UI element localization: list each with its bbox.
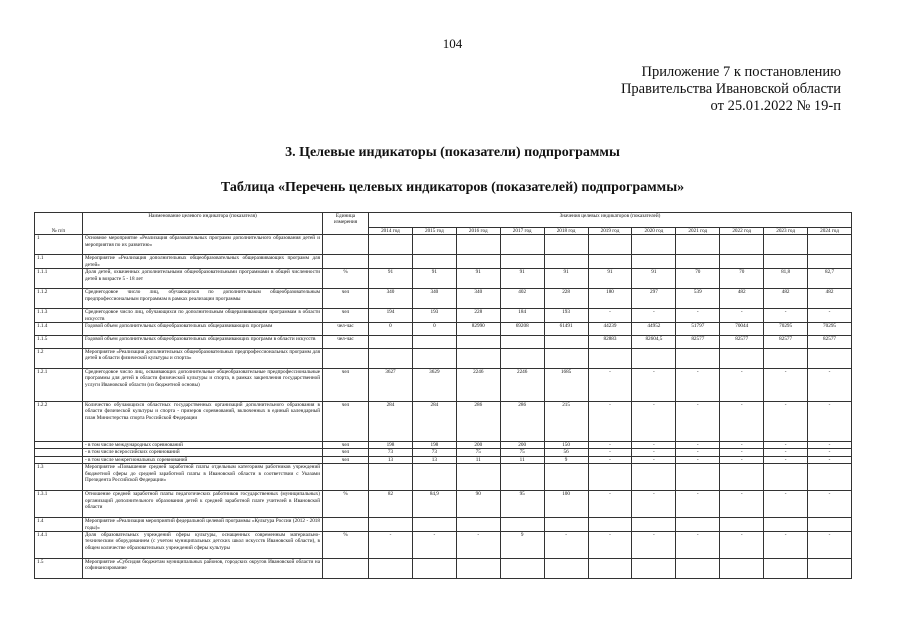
row-value: - bbox=[632, 532, 676, 559]
row-unit bbox=[323, 464, 369, 491]
row-value: 75 bbox=[500, 449, 544, 456]
row-num: 1.1.2 bbox=[35, 289, 83, 309]
row-value: - bbox=[632, 456, 676, 463]
row-value: - bbox=[808, 442, 852, 449]
row-value bbox=[720, 464, 764, 491]
row-value: - bbox=[676, 442, 720, 449]
row-value: 82577 bbox=[808, 336, 852, 349]
row-value: - bbox=[588, 449, 632, 456]
row-value: 70 bbox=[676, 269, 720, 289]
row-value bbox=[808, 464, 852, 491]
row-value bbox=[676, 464, 720, 491]
row-value: 91 bbox=[632, 269, 676, 289]
row-unit bbox=[323, 349, 369, 369]
row-value: 194 bbox=[369, 309, 413, 323]
row-value: 198 bbox=[369, 442, 413, 449]
row-value bbox=[720, 235, 764, 255]
row-value bbox=[632, 349, 676, 369]
row-value: - bbox=[632, 449, 676, 456]
row-value: 82990 bbox=[456, 323, 500, 336]
row-value bbox=[456, 518, 500, 532]
section-title: 3. Целевые индикаторы (показатели) подпрограммы bbox=[285, 145, 620, 160]
indicators-table bbox=[34, 212, 852, 579]
row-value bbox=[764, 518, 808, 532]
row-value: - bbox=[588, 456, 632, 463]
row-name: Годовой объем дополнительных общеобразовательных общеразвивающих программ bbox=[83, 323, 323, 336]
row-value: - bbox=[764, 309, 808, 323]
row-value: 13 bbox=[412, 456, 456, 463]
row-value: - bbox=[588, 402, 632, 442]
row-value: 3627 bbox=[369, 369, 413, 402]
row-value: 61491 bbox=[544, 323, 588, 336]
row-name: Доля образовательных учреждений сферы культуры, оснащенных современным материально-техническим оборудованием (с учетом муниципальных детских школ искусств Ивановской области), в общем количестве образовательных учреждений сферы культуры bbox=[83, 532, 323, 559]
row-value bbox=[500, 235, 544, 255]
row-value: 44952 bbox=[632, 323, 676, 336]
row-value bbox=[500, 255, 544, 269]
row-value: 75 bbox=[456, 449, 500, 456]
row-value bbox=[588, 255, 632, 269]
row-value: 482 bbox=[764, 289, 808, 309]
row-value: 193 bbox=[412, 309, 456, 323]
row-num bbox=[35, 456, 83, 463]
appendix-line-2: Правительства Ивановской области bbox=[620, 81, 841, 97]
row-num bbox=[35, 449, 83, 456]
row-name: Среднегодовое число лиц, обучающихся по дополнительным общеразвивающим программам в области искусств bbox=[83, 309, 323, 323]
row-value bbox=[720, 349, 764, 369]
row-value: 286 bbox=[456, 402, 500, 442]
row-value bbox=[412, 518, 456, 532]
row-value: 284 bbox=[369, 402, 413, 442]
row-value bbox=[764, 559, 808, 579]
row-value: 82,7 bbox=[808, 269, 852, 289]
row-name: Отношение средней заработной платы педагогических работников государственных (муниципальных) организаций дополнительного образования детей к средней заработной плате учителей в Ивановской области bbox=[83, 491, 323, 518]
table-row bbox=[35, 518, 852, 532]
row-unit: чел bbox=[323, 309, 369, 323]
row-value: 2246 bbox=[456, 369, 500, 402]
table-row bbox=[35, 269, 852, 289]
row-name: Мероприятие «Реализация мероприятий федеральной целевой программы «Культура России (2012 - 2018 годы)» bbox=[83, 518, 323, 532]
row-value: 180 bbox=[588, 289, 632, 309]
row-value: - bbox=[808, 402, 852, 442]
row-value bbox=[412, 349, 456, 369]
row-name: Мероприятие «Реализация дополнительных общеобразовательных предпрофессиональных программ для детей в области физической культуры и спорта» bbox=[83, 349, 323, 369]
row-value: 81,8 bbox=[764, 269, 808, 289]
row-name: Среднегодовое число лиц, обучающихся по дополнительным общеобразовательным предпрофессиональным программам в рамках реализации программы bbox=[83, 289, 323, 309]
row-value: 82604,5 bbox=[632, 336, 676, 349]
appendix-note bbox=[621, 64, 841, 115]
row-value: - bbox=[588, 309, 632, 323]
row-value bbox=[676, 518, 720, 532]
row-value: 284 bbox=[412, 402, 456, 442]
row-num: 1.2 bbox=[35, 349, 83, 369]
row-name: Количество обучающихся областных государственных организаций дополнительного образования в области физической культуры и спорта - призеров соревнований, включенных в единый календарный план Министерства спорта Российской Федерации bbox=[83, 402, 323, 442]
row-value: 51797 bbox=[676, 323, 720, 336]
row-value: 228 bbox=[544, 289, 588, 309]
header-year: 2015 год bbox=[412, 228, 456, 235]
row-value: - bbox=[676, 369, 720, 402]
row-value: 82577 bbox=[764, 336, 808, 349]
row-value bbox=[588, 559, 632, 579]
row-value bbox=[544, 255, 588, 269]
row-value: - bbox=[764, 491, 808, 518]
row-value: 73 bbox=[369, 449, 413, 456]
header-year: 2020 год bbox=[632, 228, 676, 235]
row-value: - bbox=[676, 402, 720, 442]
table-row bbox=[35, 309, 852, 323]
row-unit: чел bbox=[323, 456, 369, 463]
row-value bbox=[500, 349, 544, 369]
row-value: 200 bbox=[456, 442, 500, 449]
row-value bbox=[500, 559, 544, 579]
row-value bbox=[456, 235, 500, 255]
row-value: - bbox=[456, 532, 500, 559]
row-value bbox=[764, 349, 808, 369]
row-value: - bbox=[808, 456, 852, 463]
row-value: - bbox=[412, 532, 456, 559]
row-unit: % bbox=[323, 491, 369, 518]
row-value bbox=[544, 349, 588, 369]
row-num: 1.5 bbox=[35, 559, 83, 579]
row-value: - bbox=[764, 456, 808, 463]
row-value: 82 bbox=[369, 491, 413, 518]
table-row bbox=[35, 464, 852, 491]
row-value: 91 bbox=[456, 269, 500, 289]
row-value: 482 bbox=[808, 289, 852, 309]
row-value bbox=[456, 336, 500, 349]
row-value: 84,9 bbox=[412, 491, 456, 518]
row-unit: чел-час bbox=[323, 336, 369, 349]
row-value: 3629 bbox=[412, 369, 456, 402]
row-value bbox=[544, 336, 588, 349]
row-unit: % bbox=[323, 532, 369, 559]
row-value bbox=[456, 559, 500, 579]
row-value: - bbox=[369, 532, 413, 559]
row-value: - bbox=[764, 369, 808, 402]
row-name: Среднегодовое число лиц, осваивающих дополнительные общеобразовательные предпрофессиональные программы для детей в области физической культуры и спорта, в рамках закрепления государственной услуги Ивановской области (из бюджетной основы) bbox=[83, 369, 323, 402]
row-value: - bbox=[544, 532, 588, 559]
row-value: 70295 bbox=[764, 323, 808, 336]
row-unit: % bbox=[323, 269, 369, 289]
row-value: 2246 bbox=[500, 369, 544, 402]
row-value bbox=[808, 518, 852, 532]
row-unit bbox=[323, 255, 369, 269]
row-value: 228 bbox=[456, 309, 500, 323]
row-value: - bbox=[720, 491, 764, 518]
row-num: 1.1.1 bbox=[35, 269, 83, 289]
table-row bbox=[35, 491, 852, 518]
row-unit: чел bbox=[323, 369, 369, 402]
row-value: - bbox=[632, 309, 676, 323]
row-value: 91 bbox=[369, 269, 413, 289]
row-value bbox=[369, 518, 413, 532]
row-value: 56 bbox=[544, 449, 588, 456]
row-num: 1.4.1 bbox=[35, 532, 83, 559]
row-value bbox=[588, 235, 632, 255]
row-value: 539 bbox=[676, 289, 720, 309]
header-year: 2017 год bbox=[500, 228, 544, 235]
row-value: - bbox=[808, 309, 852, 323]
row-value: 184 bbox=[500, 309, 544, 323]
row-value: 11 bbox=[456, 456, 500, 463]
row-value bbox=[544, 235, 588, 255]
header-num: № п/п bbox=[35, 213, 83, 235]
row-value: - bbox=[588, 369, 632, 402]
header-name: Наименование целевого индикатора (показателя) bbox=[83, 213, 323, 235]
row-value: 91 bbox=[544, 269, 588, 289]
row-value: 91 bbox=[500, 269, 544, 289]
header-year: 2023 год bbox=[764, 228, 808, 235]
row-num: 1.1.4 bbox=[35, 323, 83, 336]
row-name: - в том числе межрегиональных соревнований bbox=[83, 456, 323, 463]
row-value: - bbox=[632, 442, 676, 449]
row-num: 1.2.2 bbox=[35, 402, 83, 442]
row-value bbox=[456, 255, 500, 269]
appendix-line-1: Приложение 7 к постановлению bbox=[641, 64, 841, 80]
row-value: - bbox=[632, 491, 676, 518]
row-value bbox=[369, 235, 413, 255]
header-year: 2022 год bbox=[720, 228, 764, 235]
row-value: 0 bbox=[369, 323, 413, 336]
row-value: 297 bbox=[632, 289, 676, 309]
row-value: 73 bbox=[412, 449, 456, 456]
row-value bbox=[632, 559, 676, 579]
row-value: 340 bbox=[412, 289, 456, 309]
table-title: Таблица «Перечень целевых индикаторов (показателей) подпрограммы» bbox=[220, 180, 685, 195]
row-value bbox=[456, 464, 500, 491]
row-value: 340 bbox=[369, 289, 413, 309]
row-name: Мероприятие «Повышение средней заработной платы отдельным категориям работников учреждений бюджетной сферы до средней заработной платы в Ивановской области в соответствии с Указами Президента Российской Федерации» bbox=[83, 464, 323, 491]
row-value: 286 bbox=[500, 402, 544, 442]
row-value bbox=[369, 349, 413, 369]
row-value: 44239 bbox=[588, 323, 632, 336]
row-value: - bbox=[588, 532, 632, 559]
row-value: 100 bbox=[544, 491, 588, 518]
row-value: - bbox=[764, 449, 808, 456]
row-value bbox=[764, 235, 808, 255]
row-value: - bbox=[720, 309, 764, 323]
row-value bbox=[500, 518, 544, 532]
table-header-row bbox=[35, 213, 852, 228]
row-value bbox=[588, 349, 632, 369]
header-unit: Единица измерения bbox=[323, 213, 369, 235]
row-value: - bbox=[676, 456, 720, 463]
row-num bbox=[35, 442, 83, 449]
row-value: - bbox=[720, 402, 764, 442]
table-row bbox=[35, 369, 852, 402]
row-value bbox=[369, 255, 413, 269]
row-value: 340 bbox=[456, 289, 500, 309]
table-row bbox=[35, 532, 852, 559]
header-year: 2018 год bbox=[544, 228, 588, 235]
row-num: 1 bbox=[35, 235, 83, 255]
row-value: 215 bbox=[544, 402, 588, 442]
row-value bbox=[764, 464, 808, 491]
table-row bbox=[35, 289, 852, 309]
row-value bbox=[808, 255, 852, 269]
row-name: - в том числе всероссийских соревнований bbox=[83, 449, 323, 456]
row-value: - bbox=[808, 491, 852, 518]
row-name: Основное мероприятие «Реализация образовательных программ дополнительного образования детей и мероприятия по их развитию» bbox=[83, 235, 323, 255]
row-value bbox=[369, 559, 413, 579]
header-year: 2019 год bbox=[588, 228, 632, 235]
header-year: 2024 год bbox=[808, 228, 852, 235]
row-name: Мероприятие «Реализация дополнительных общеобразовательных общеразвивающих программ для детей» bbox=[83, 255, 323, 269]
row-name: Годовой объем дополнительных общеобразовательных общеразвивающих программ в области искусств bbox=[83, 336, 323, 349]
row-value bbox=[588, 518, 632, 532]
row-value: 82883 bbox=[588, 336, 632, 349]
row-num: 1.2.1 bbox=[35, 369, 83, 402]
row-value bbox=[412, 255, 456, 269]
row-value: 200 bbox=[500, 442, 544, 449]
row-name: Доля детей, охваченных дополнительными общеобразовательными программами в общей численности детей в возрасте 5 - 18 лет bbox=[83, 269, 323, 289]
row-num: 1.1 bbox=[35, 255, 83, 269]
row-value bbox=[720, 518, 764, 532]
row-value bbox=[808, 349, 852, 369]
row-name: - в том числе международных соревнований bbox=[83, 442, 323, 449]
row-value: 11 bbox=[500, 456, 544, 463]
table-row bbox=[35, 402, 852, 442]
row-value bbox=[588, 464, 632, 491]
row-name: Мероприятие «Субсидия бюджетам муниципальных районов, городских округов Ивановской области на софинансирование bbox=[83, 559, 323, 579]
row-value: - bbox=[720, 442, 764, 449]
row-num: 1.1.3 bbox=[35, 309, 83, 323]
row-value bbox=[632, 464, 676, 491]
table-row bbox=[35, 336, 852, 349]
row-num: 1.1.5 bbox=[35, 336, 83, 349]
row-value bbox=[764, 255, 808, 269]
row-value: - bbox=[676, 491, 720, 518]
row-value: 91 bbox=[412, 269, 456, 289]
row-value: - bbox=[764, 532, 808, 559]
row-value bbox=[412, 559, 456, 579]
row-value: 402 bbox=[500, 289, 544, 309]
page-number: 104 bbox=[442, 36, 463, 51]
row-value: 193 bbox=[544, 309, 588, 323]
row-value: 0 bbox=[412, 323, 456, 336]
row-value: - bbox=[808, 369, 852, 402]
row-unit bbox=[323, 559, 369, 579]
row-value: 13 bbox=[369, 456, 413, 463]
row-value bbox=[412, 336, 456, 349]
row-value: 150 bbox=[544, 442, 588, 449]
row-value bbox=[369, 464, 413, 491]
row-value bbox=[632, 518, 676, 532]
header-year: 2021 год bbox=[676, 228, 720, 235]
row-value: - bbox=[808, 532, 852, 559]
row-value: 82577 bbox=[676, 336, 720, 349]
row-value: 198 bbox=[412, 442, 456, 449]
row-value: 9 bbox=[544, 456, 588, 463]
header-year: 2014 год bbox=[369, 228, 413, 235]
table-row bbox=[35, 456, 852, 463]
row-value bbox=[412, 464, 456, 491]
row-value bbox=[456, 349, 500, 369]
row-value bbox=[676, 559, 720, 579]
row-value: 95 bbox=[500, 491, 544, 518]
header-values: Значения целевых индикаторов (показателей) bbox=[369, 213, 852, 228]
appendix-line-3: от 25.01.2022 № 19-п bbox=[710, 98, 841, 114]
row-value bbox=[808, 235, 852, 255]
table-row bbox=[35, 449, 852, 456]
row-value bbox=[720, 559, 764, 579]
row-value: 70044 bbox=[720, 323, 764, 336]
row-unit bbox=[323, 518, 369, 532]
row-unit: чел bbox=[323, 402, 369, 442]
row-value: - bbox=[720, 369, 764, 402]
row-value: - bbox=[588, 442, 632, 449]
row-value: 9 bbox=[500, 532, 544, 559]
row-value: - bbox=[764, 402, 808, 442]
row-value bbox=[500, 464, 544, 491]
row-value: - bbox=[676, 449, 720, 456]
row-value: 90 bbox=[456, 491, 500, 518]
table-row bbox=[35, 323, 852, 336]
row-unit bbox=[323, 235, 369, 255]
table-row bbox=[35, 559, 852, 579]
table-row bbox=[35, 255, 852, 269]
row-value bbox=[500, 336, 544, 349]
row-value bbox=[676, 255, 720, 269]
table-row bbox=[35, 235, 852, 255]
row-value: 91 bbox=[588, 269, 632, 289]
row-value bbox=[369, 336, 413, 349]
header-year: 2016 год bbox=[456, 228, 500, 235]
row-value: 82577 bbox=[720, 336, 764, 349]
row-value bbox=[632, 255, 676, 269]
row-value: 482 bbox=[720, 289, 764, 309]
row-value: - bbox=[676, 309, 720, 323]
row-value: - bbox=[720, 532, 764, 559]
row-value bbox=[544, 559, 588, 579]
table-row bbox=[35, 349, 852, 369]
row-value bbox=[632, 235, 676, 255]
row-value bbox=[808, 559, 852, 579]
row-value: - bbox=[676, 532, 720, 559]
row-value bbox=[544, 518, 588, 532]
row-value bbox=[544, 464, 588, 491]
row-unit: чел bbox=[323, 289, 369, 309]
row-value: - bbox=[720, 456, 764, 463]
row-value bbox=[720, 255, 764, 269]
row-value: 70295 bbox=[808, 323, 852, 336]
row-unit: чел bbox=[323, 442, 369, 449]
table-row bbox=[35, 442, 852, 449]
row-unit: чел bbox=[323, 449, 369, 456]
row-num: 1.3.1 bbox=[35, 491, 83, 518]
row-value: - bbox=[808, 449, 852, 456]
row-value: - bbox=[720, 449, 764, 456]
row-value: - bbox=[764, 442, 808, 449]
row-value bbox=[412, 235, 456, 255]
row-num: 1.4 bbox=[35, 518, 83, 532]
row-value: 1685 bbox=[544, 369, 588, 402]
row-value: - bbox=[632, 369, 676, 402]
row-value: 70 bbox=[720, 269, 764, 289]
row-value bbox=[676, 349, 720, 369]
row-unit: чел-час bbox=[323, 323, 369, 336]
row-value: - bbox=[588, 491, 632, 518]
row-value bbox=[676, 235, 720, 255]
row-value: 69208 bbox=[500, 323, 544, 336]
row-value: - bbox=[632, 402, 676, 442]
row-num: 1.3 bbox=[35, 464, 83, 491]
